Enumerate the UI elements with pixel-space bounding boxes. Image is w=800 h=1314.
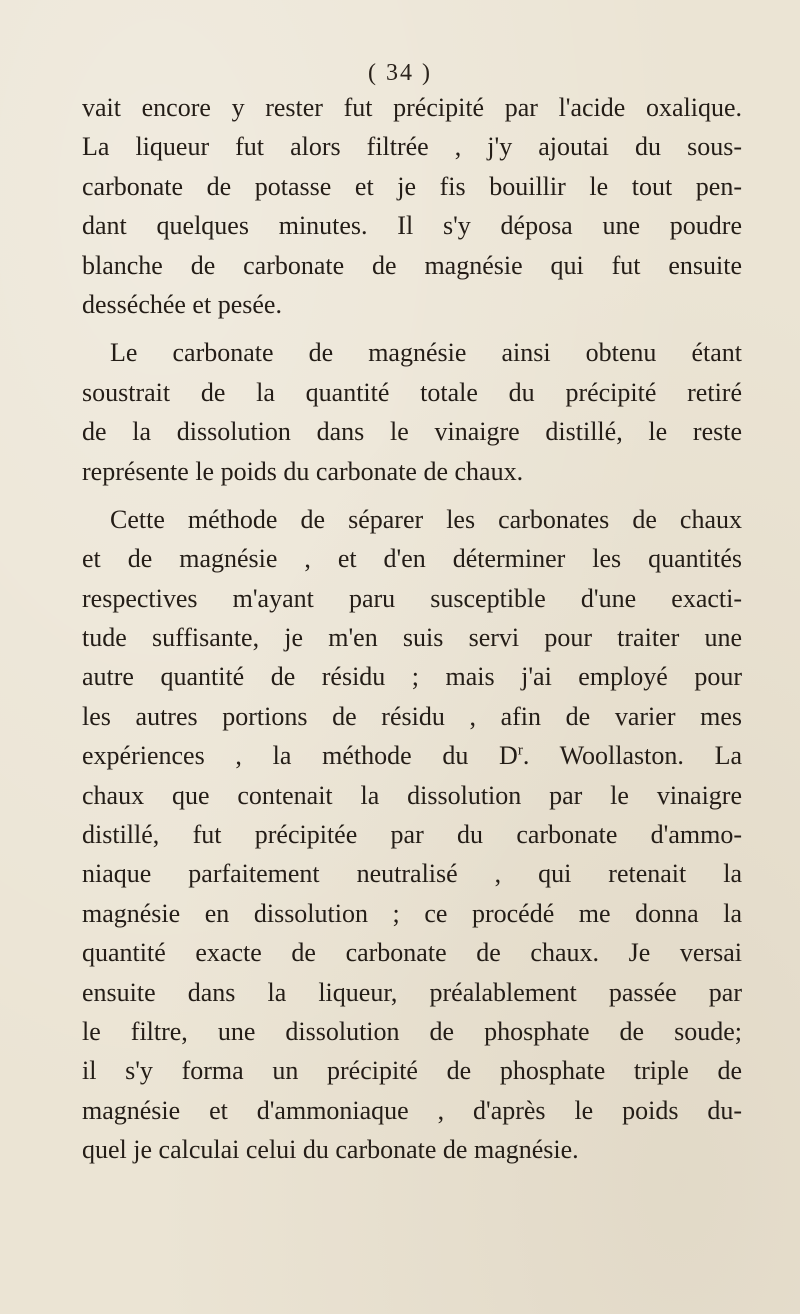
paragraph-2: [82, 333, 742, 491]
superscript: r: [517, 742, 523, 759]
text-line-with-superscript: [82, 736, 742, 775]
text-line: et de magnésie , et d'en déterminer les quantités: [82, 544, 742, 574]
text-line: ensuite dans la liqueur, préalablement passée par: [82, 977, 742, 1007]
text-line: représente le poids du carbonate de chaux.: [82, 456, 524, 486]
text-line-part: . Woollaston. La: [522, 741, 742, 771]
body-text: [82, 88, 742, 1170]
text-line: le filtre, une dissolution de phosphate de soude;: [82, 1016, 742, 1046]
text-line: de la dissolution dans le vinaigre distillé, le reste: [82, 417, 742, 447]
text-line-part: expériences , la méthode du D: [82, 741, 518, 771]
text-line: distillé, fut précipitée par du carbonate d'ammo-: [82, 820, 742, 850]
text-line: carbonate de potasse et je fis bouillir le tout pen-: [82, 171, 742, 201]
paragraph-3: [82, 500, 742, 1170]
text-line: Cette méthode de séparer les carbonates de chaux: [110, 504, 742, 534]
page-number: ( 34 ): [368, 60, 432, 86]
paragraph-1: [82, 88, 742, 324]
text-line: vait encore y rester fut précipité par l'acide oxalique.: [82, 93, 742, 122]
text-line: il s'y forma un précipité de phosphate triple de: [82, 1056, 742, 1086]
text-line: magnésie et d'ammoniaque , d'après le poids du-: [82, 1095, 742, 1125]
text-line: soustrait de la quantité totale du précipité retiré: [82, 377, 742, 407]
text-line: Le carbonate de magnésie ainsi obtenu étant: [110, 338, 742, 368]
text-line: respectives m'ayant paru susceptible d'une exacti-: [82, 583, 742, 613]
text-line: dant quelques minutes. Il s'y déposa une poudre: [82, 211, 742, 241]
text-line: desséchée et pesée.: [82, 289, 282, 319]
text-line: les autres portions de résidu , afin de varier mes: [82, 701, 742, 731]
text-line: autre quantité de résidu ; mais j'ai employé pour: [82, 662, 742, 692]
text-line: tude suffisante, je m'en suis servi pour traiter une: [82, 623, 742, 653]
text-line: quantité exacte de carbonate de chaux. Je versai: [82, 938, 742, 968]
text-line: blanche de carbonate de magnésie qui fut ensuite: [82, 250, 742, 280]
text-line: magnésie en dissolution ; ce procédé me donna la: [82, 898, 742, 928]
paragraph-gap: [82, 491, 742, 500]
text-line: niaque parfaitement neutralisé , qui retenait la: [82, 859, 742, 889]
paragraph-gap: [82, 324, 742, 333]
text-line: quel je calculai celui du carbonate de magnésie.: [82, 1135, 579, 1165]
text-line: chaux que contenait la dissolution par le vinaigre: [82, 780, 742, 810]
text-line: La liqueur fut alors filtrée , j'y ajoutai du sous-: [82, 132, 742, 162]
